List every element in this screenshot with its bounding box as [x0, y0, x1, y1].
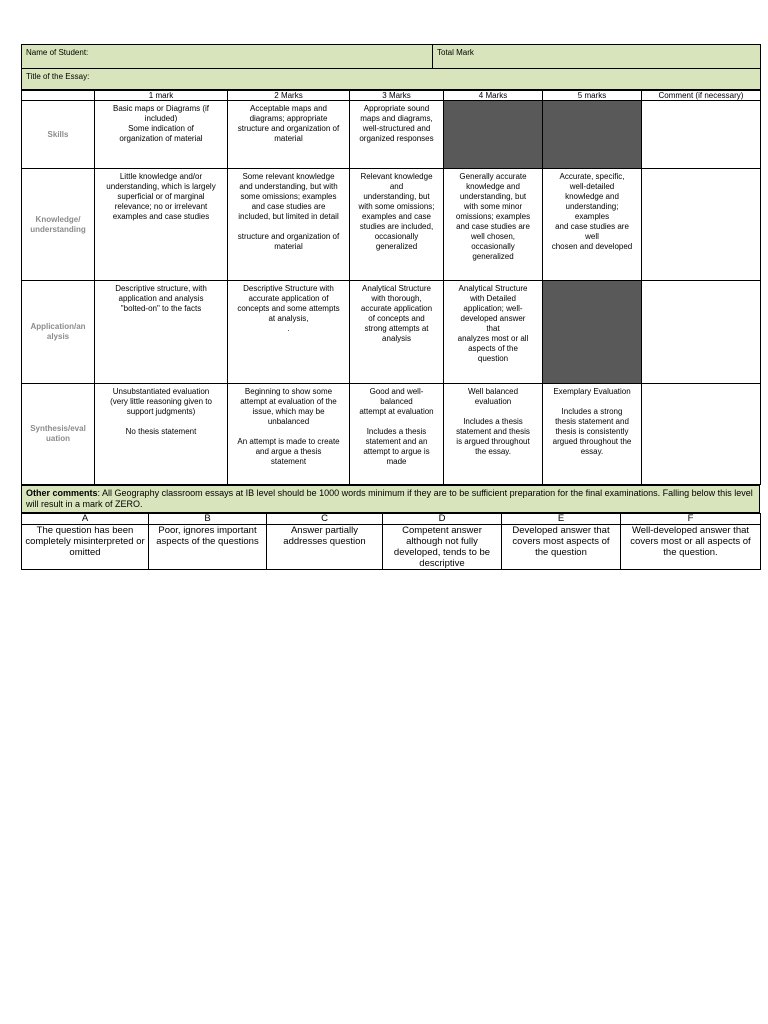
rubric-cell-line: analyzes most or all — [457, 334, 529, 343]
total-mark-label: Total Mark — [437, 48, 474, 57]
essay-title-field[interactable] — [22, 69, 761, 90]
grade-letter: E — [502, 514, 621, 525]
rubric-cell-line: . — [287, 324, 290, 333]
rubric-cell-line: and argue a thesis — [255, 447, 322, 456]
essay-title-label: Title of the Essay: — [26, 72, 90, 81]
rubric-column-header: 5 marks — [543, 91, 642, 101]
rubric-cell-line: maps and diagrams, — [360, 114, 433, 123]
grade-letter: A — [22, 514, 149, 525]
rubric-cell-line: and understanding, but with — [239, 182, 338, 191]
rubric-cell-line: No thesis statement — [125, 427, 197, 436]
rubric-cell-line: and case studies are — [251, 202, 326, 211]
rubric-cell-spacer — [233, 427, 344, 437]
grading-rubric-sheet — [21, 44, 760, 570]
rubric-cell-line: structure and organization of — [237, 124, 340, 133]
grade-description: Answer partially addresses question — [267, 525, 383, 570]
rubric-cell-line: statement — [270, 457, 307, 466]
rubric-cell-line: concepts and some attempts — [237, 304, 340, 313]
rubric-cell — [543, 384, 642, 485]
rubric-cell-not-applicable — [444, 101, 543, 169]
rubric-cell-line: statement and thesis — [456, 427, 530, 436]
rubric-cell-line: attempt at evaluation — [359, 407, 434, 416]
student-name-label: Name of Student: — [26, 48, 89, 57]
rubric-cell-not-applicable — [543, 101, 642, 169]
rubric-cell-line: Exemplary Evaluation — [553, 387, 631, 396]
rubric-cell — [350, 169, 444, 281]
rubric-cell — [95, 101, 228, 169]
rubric-cell — [350, 101, 444, 169]
rubric-cell — [228, 101, 350, 169]
rubric-cell-line: with some omissions; — [358, 202, 435, 211]
rubric-cell-line: studies are included, — [359, 222, 434, 231]
rubric-cell — [95, 281, 228, 384]
rubric-cell-line: understanding, but — [459, 192, 527, 201]
rubric-cell-line: Relevant knowledge — [360, 172, 433, 181]
other-comments — [22, 486, 760, 513]
rubric-cell-line: Some relevant knowledge — [242, 172, 335, 181]
rubric-cell-line: structure and organization of — [237, 232, 340, 241]
rubric-cell-line: Includes a thesis — [366, 427, 427, 436]
rubric-cell-line: strong attempts at — [364, 324, 429, 333]
rubric-cell — [350, 384, 444, 485]
rubric-cell-line: the essay. — [475, 447, 511, 456]
rubric-cell — [95, 169, 228, 281]
rubric-cell-line: Unsubstantiated evaluation — [112, 387, 210, 396]
rubric-cell-line: chosen and developed — [551, 242, 633, 251]
rubric-cell-line: attempt at evaluation of the — [240, 397, 337, 406]
rubric-cell-line: included, but limited in detail — [238, 212, 339, 221]
rubric-cell-line: Generally accurate — [459, 172, 527, 181]
rubric-column-header: Comment (if necessary) — [642, 91, 761, 101]
rubric-cell-line: thesis statement and — [555, 417, 629, 426]
rubric-cell-line: occasionally — [471, 242, 515, 251]
rubric-cell-line: superficial or of marginal — [117, 192, 205, 201]
rubric-cell-line: is argued throughout — [456, 437, 530, 446]
rubric-cell-spacer — [548, 397, 636, 407]
rubric-comment-cell[interactable] — [642, 101, 761, 169]
rubric-cell-line: accurate application of — [248, 294, 329, 303]
rubric-row-label: Skills — [22, 101, 95, 169]
rubric-column-header: 1 mark — [95, 91, 228, 101]
rubric-cell-line: statement and an — [365, 437, 428, 446]
rubric-row — [22, 101, 761, 169]
rubric-cell-spacer — [355, 417, 438, 427]
rubric-cell-line: examples and case studies — [112, 212, 210, 221]
rubric-cell-line: thesis is consistently — [555, 427, 629, 436]
rubric-comment-cell[interactable] — [642, 169, 761, 281]
rubric-cell-line: An attempt is made to create — [237, 437, 340, 446]
rubric-column-header: 4 Marks — [444, 91, 543, 101]
rubric-cell-line: essay. — [580, 447, 604, 456]
grade-letter: C — [267, 514, 383, 525]
rubric-cell-line: Descriptive Structure with — [243, 284, 334, 293]
rubric-cell-line: well-detailed — [569, 182, 615, 191]
rubric-cell-line: examples and case — [362, 212, 431, 221]
rubric-cell-line: included) — [144, 114, 178, 123]
other-comments-text: : All Geography classroom essays at IB level should be 1000 words minimum if they are to be sufficient preparation for the final examinations. Falling below this level will result in a mark of ZERO. — [26, 488, 753, 509]
rubric-column-header: 2 Marks — [228, 91, 350, 101]
rubric-cell-line: "bolted-on" to the facts — [120, 304, 202, 313]
rubric-cell-line: analysis — [382, 334, 411, 343]
rubric-cell-line: knowledge and — [565, 192, 619, 201]
rubric-row-label: Application/an alysis — [22, 281, 95, 384]
rubric-cell-line: diagrams; appropriate — [249, 114, 328, 123]
rubric-cell-line: support judgments) — [126, 407, 196, 416]
rubric-cell-line: Little knowledge and/or — [119, 172, 203, 181]
rubric-cell-line: issue, which may be — [252, 407, 325, 416]
rubric-cell-line: aspects of the — [468, 344, 518, 353]
rubric-cell-line: material — [274, 134, 303, 143]
rubric-cell-line: Analytical Structure — [362, 284, 431, 293]
rubric-cell-line: Analytical Structure — [458, 284, 528, 293]
rubric-cell-line: understanding, which is largely — [106, 182, 216, 191]
rubric-cell — [350, 281, 444, 384]
rubric-cell-line: application; well- — [463, 304, 523, 313]
rubric-cell-line: relevance; no or irrelevant — [114, 202, 208, 211]
grade-description: The question has been completely misinterpreted or omitted — [22, 525, 149, 570]
rubric-cell-line: at analysis, — [268, 314, 309, 323]
rubric-cell-line: evaluation — [474, 397, 512, 406]
rubric-cell — [543, 169, 642, 281]
rubric-cell-line: (very little reasoning given to — [110, 397, 212, 406]
rubric-cell-line: generalized — [375, 242, 418, 251]
rubric-cell-line: of concepts and — [368, 314, 425, 323]
rubric-cell — [95, 384, 228, 485]
rubric-cell-line: well chosen, — [470, 232, 516, 241]
grade-description: Well-developed answer that covers most or all aspects of the question. — [621, 525, 761, 570]
rubric-cell-line: organized responses — [359, 134, 434, 143]
rubric-cell-line: question — [477, 354, 509, 363]
rubric-cell-line: attempt to argue is — [363, 447, 430, 456]
rubric-cell-line: with thorough, — [371, 294, 422, 303]
rubric-cell-line: Well balanced — [467, 387, 519, 396]
rubric-cell-line: Some indication of — [128, 124, 194, 133]
rubric-cell-line: Good and well- — [369, 387, 424, 396]
rubric-cell-line: Beginning to show some — [244, 387, 333, 396]
rubric-cell-line: Appropriate sound — [363, 104, 430, 113]
other-comments-table — [21, 485, 760, 513]
rubric-cell-line: balanced — [380, 397, 413, 406]
rubric-row-label: Synthesis/eval uation — [22, 384, 95, 485]
rubric-comment-cell[interactable] — [642, 281, 761, 384]
rubric-cell-spacer — [233, 222, 344, 232]
rubric-cell-line: some omissions; examples — [240, 192, 337, 201]
rubric-cell-line: with some minor — [463, 202, 523, 211]
rubric-row — [22, 169, 761, 281]
rubric-cell-line: accurate application — [360, 304, 433, 313]
rubric-cell-line: developed answer — [460, 314, 526, 323]
essay-header-table — [21, 44, 761, 90]
rubric-cell-line: and — [389, 182, 404, 191]
rubric-cell-line: material — [274, 242, 303, 251]
rubric-cell — [228, 281, 350, 384]
rubric-cell-line: made — [386, 457, 407, 466]
rubric-cell-line: Includes a thesis — [463, 417, 523, 426]
total-mark-field[interactable] — [433, 45, 761, 69]
rubric-cell-line: omissions; examples — [455, 212, 531, 221]
rubric-cell-line: Acceptable maps and — [250, 104, 327, 113]
rubric-cell-line: application and analysis — [118, 294, 204, 303]
rubric-cell-line: knowledge and — [466, 182, 520, 191]
rubric-cell-line: and case studies are — [555, 222, 629, 231]
rubric-cell-line: argued throughout the — [552, 437, 632, 446]
rubric-cell-line: Descriptive structure, with — [115, 284, 207, 293]
grade-description: Poor, ignores important aspects of the questions — [149, 525, 267, 570]
rubric-cell-line: occasionally — [374, 232, 419, 241]
rubric-cell — [228, 169, 350, 281]
rubric-corner-cell — [22, 91, 95, 101]
rubric-column-header: 3 Marks — [350, 91, 444, 101]
other-comments-label: Other comments — [26, 488, 98, 498]
rubric-cell — [444, 281, 543, 384]
rubric-comment-cell[interactable] — [642, 384, 761, 485]
rubric-cell-line: well — [585, 232, 599, 241]
rubric-cell — [228, 384, 350, 485]
rubric-cell — [444, 169, 543, 281]
rubric-cell-line: well-structured and — [362, 124, 431, 133]
rubric-cell — [444, 384, 543, 485]
rubric-cell-line: that — [486, 324, 500, 333]
rubric-cell-line: and case studies are — [456, 222, 530, 231]
grade-letter: B — [149, 514, 267, 525]
rubric-cell-line: Accurate, specific, — [559, 172, 625, 181]
grade-letter: D — [383, 514, 502, 525]
rubric-row-label: Knowledge/ understanding — [22, 169, 95, 281]
rubric-row — [22, 384, 761, 485]
rubric-cell-line: generalized — [472, 252, 514, 261]
rubric-cell-line: examples — [574, 212, 610, 221]
rubric-cell-spacer — [449, 407, 537, 417]
rubric-cell-not-applicable — [543, 281, 642, 384]
rubric-table — [21, 90, 761, 485]
rubric-cell-line: unbalanced — [267, 417, 310, 426]
rubric-cell-line: understanding, but — [363, 192, 430, 201]
rubric-cell-line: Includes a strong — [561, 407, 623, 416]
rubric-cell-line: Basic maps or Diagrams (if — [112, 104, 210, 113]
grade-description: Competent answer although not fully developed, tends to be descriptive — [383, 525, 502, 570]
rubric-row — [22, 281, 761, 384]
rubric-cell-spacer — [100, 417, 222, 427]
student-name-field[interactable] — [22, 45, 433, 69]
grade-letter: F — [621, 514, 761, 525]
rubric-cell-line: with Detailed — [470, 294, 516, 303]
rubric-cell-line: organization of material — [119, 134, 203, 143]
rubric-cell-line: understanding; — [565, 202, 619, 211]
grade-descriptors-table — [21, 513, 761, 570]
grade-description: Developed answer that covers most aspects of the question — [502, 525, 621, 570]
